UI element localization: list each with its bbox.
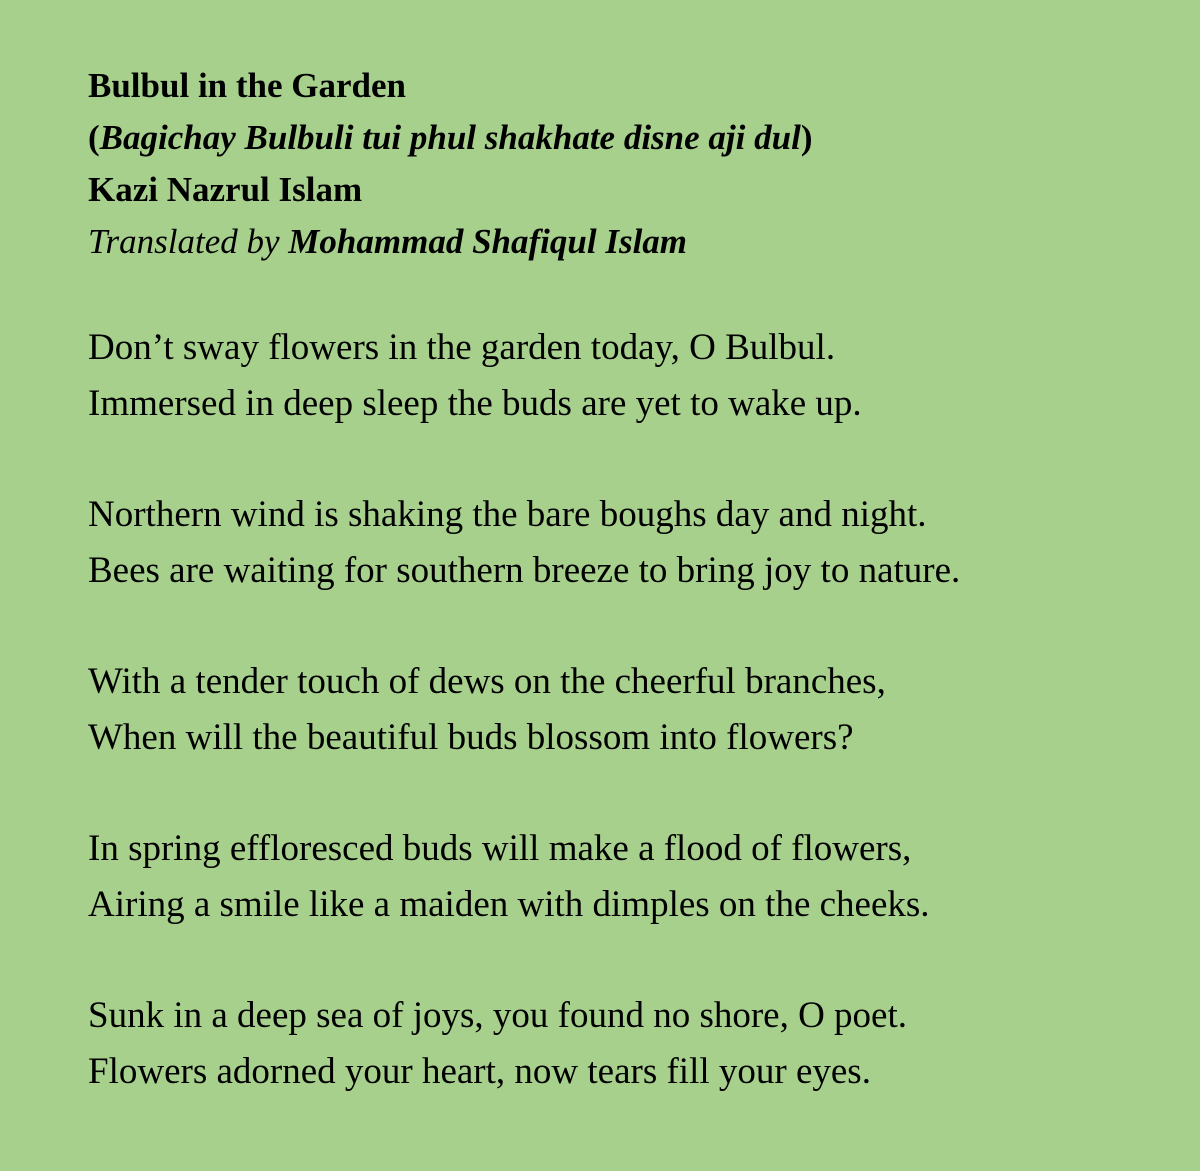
poem-title: Bulbul in the Garden — [88, 66, 407, 105]
translator-name: Mohammad Shafiqul Islam — [288, 222, 688, 261]
verse-line: Flowers adorned your heart, now tears fill your eyes. — [88, 1051, 871, 1092]
original-title-text: Bagichay Bulbuli tui phul shakhate disne aji dul — [99, 118, 801, 157]
verse-line: Bees are waiting for southern breeze to bring joy to nature. — [88, 550, 961, 591]
poem-header — [88, 60, 1178, 268]
verse-line: Immersed in deep sleep the buds are yet to wake up. — [88, 383, 862, 424]
stanza — [88, 320, 1178, 432]
original-title-close-paren: ) — [800, 118, 813, 157]
verse-line: When will the beautiful buds blossom into flowers? — [88, 717, 854, 758]
verse-line: Northern wind is shaking the bare boughs day and night. — [88, 494, 927, 535]
stanza — [88, 654, 1178, 766]
poem-page — [88, 60, 1178, 1155]
stanza — [88, 487, 1178, 599]
stanza — [88, 988, 1178, 1100]
translation-credit — [88, 216, 1178, 268]
verse-line: With a tender touch of dews on the cheerful branches, — [88, 661, 886, 702]
verse-line: In spring effloresced buds will make a flood of flowers, — [88, 828, 912, 869]
translation-prefix: Translated by — [88, 222, 289, 261]
original-title-open-paren: ( — [88, 118, 100, 157]
poem-body — [88, 320, 1178, 1100]
stanza — [88, 821, 1178, 933]
verse-line: Sunk in a deep sea of joys, you found no shore, O poet. — [88, 995, 908, 1036]
poem-author: Kazi Nazrul Islam — [88, 170, 363, 209]
verse-line: Airing a smile like a maiden with dimples on the cheeks. — [88, 884, 930, 925]
verse-line: Don’t sway flowers in the garden today, O Bulbul. — [88, 327, 836, 368]
original-title — [88, 112, 1178, 164]
